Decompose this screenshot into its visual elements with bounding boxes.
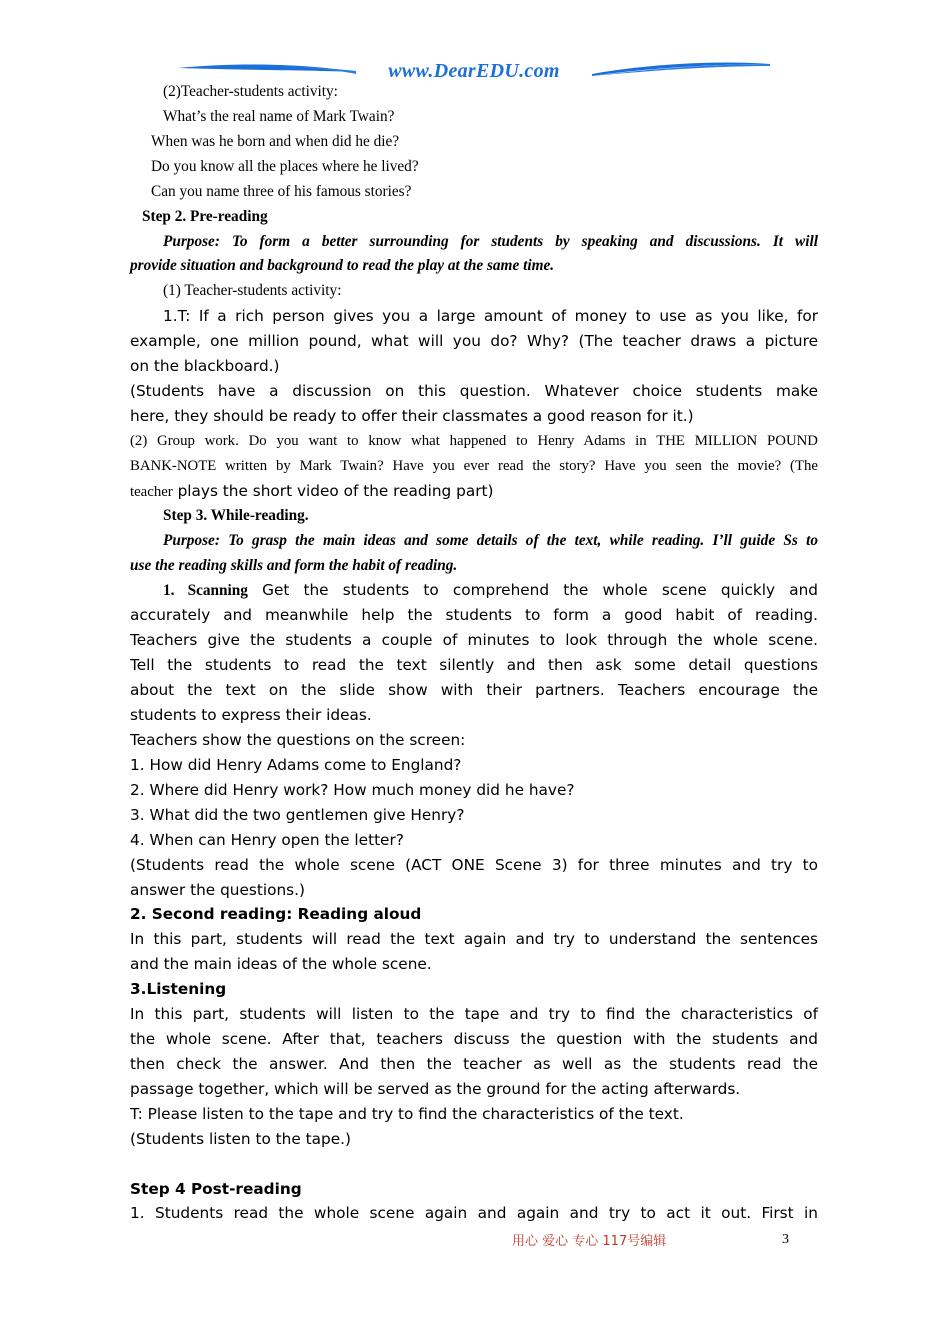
text-line: BANK-NOTE written by Mark Twain? Have you ever read the story? Have you seen the movie? (The: [130, 457, 818, 474]
text-line: students to express their ideas.: [130, 706, 372, 725]
text-line: and the main ideas of the whole scene.: [130, 955, 432, 974]
section-heading: 3.Listening: [130, 980, 227, 999]
text-line: (2) Group work. Do you want to know what happened to Henry Adams in THE MILLION POUND: [130, 432, 818, 449]
footer-text: 用心 爱心 专心 117号编辑: [512, 1234, 667, 1249]
document-body: [130, 80, 818, 1226]
text-line: accurately and meanwhile help the students to form a good habit of reading.: [130, 606, 818, 625]
step-heading: Step 3. While-reading.: [163, 506, 309, 524]
question-item: 2. Where did Henry work? How much money did he have?: [130, 780, 575, 799]
text-line: [130, 578, 818, 603]
text-line: example, one million pound, what will you do? Why? (The teacher draws a picture: [130, 332, 818, 351]
text-line: about the text on the slide show with their partners. Teachers encourage the: [130, 681, 818, 700]
text-line: then check the answer. And then the teacher as well as the students read the: [130, 1054, 818, 1073]
text-line: passage together, which will be served as the ground for the acting afterwards.: [130, 1079, 741, 1098]
text-span: plays the short video of the reading part): [172, 481, 494, 500]
blank-line: [130, 1152, 818, 1177]
text-line: (Students have a discussion on this question. Whatever choice students make: [130, 382, 818, 401]
purpose-line: Purpose: To form a better surrounding for students by speaking and discussions. It will: [163, 232, 818, 250]
text-line: Teachers show the questions on the screen:: [130, 730, 466, 749]
text-span: teacher: [130, 483, 173, 500]
purpose-line: provide situation and background to read the play at the same time.: [130, 257, 555, 275]
scanning-label: 1. Scanning: [163, 582, 248, 600]
text-line: (Students listen to the tape.): [130, 1129, 351, 1148]
page-number: 3: [782, 1232, 789, 1247]
logo-text: www.DearEDU.com: [388, 60, 560, 82]
text-line: In this part, students will read the text again and try to understand the sentences: [130, 930, 818, 949]
text-span: Get the students to comprehend the whole scene quickly and: [247, 581, 819, 600]
text-line: Can you name three of his famous stories?: [151, 182, 412, 200]
text-line: answer the questions.): [130, 880, 305, 899]
text-line: here, they should be ready to offer their classmates a good reason for it.): [130, 406, 694, 425]
text-line: the whole scene. After that, teachers discuss the question with the students and: [130, 1030, 818, 1049]
text-line: 1.T: If a rich person gives you a large amount of money to use as you like, for: [163, 307, 818, 326]
text-line: (1) Teacher-students activity:: [163, 282, 342, 300]
text-line: on the blackboard.): [130, 357, 280, 376]
text-line: [130, 479, 818, 504]
question-item: 1. How did Henry Adams come to England?: [130, 755, 462, 774]
purpose-line: use the reading skills and form the habit of reading.: [130, 556, 458, 574]
step-heading: Step 2. Pre-reading: [142, 207, 268, 225]
text-line: (Students read the whole scene (ACT ONE Scene 3) for three minutes and try to: [130, 855, 818, 874]
text-line: Do you know all the places where he lived?: [151, 157, 419, 175]
text-line: Teachers give the students a couple of minutes to look through the whole scene.: [130, 631, 818, 650]
step-heading: Step 4 Post-reading: [130, 1179, 302, 1198]
text-line: T: Please listen to the tape and try to find the characteristics of the text.: [130, 1104, 684, 1123]
text-line: In this part, students will listen to the tape and try to find the characteristics of: [130, 1005, 818, 1024]
text-line: 1. Students read the whole scene again and again and try to act it out. First in: [130, 1204, 818, 1223]
text-line: When was he born and when did he die?: [151, 132, 400, 150]
question-item: 3. What did the two gentlemen give Henry?: [130, 805, 465, 824]
question-item: 4. When can Henry open the letter?: [130, 830, 404, 849]
section-heading: 2. Second reading: Reading aloud: [130, 905, 422, 924]
text-line: What’s the real name of Mark Twain?: [163, 107, 395, 125]
purpose-line: Purpose: To grasp the main ideas and some details of the text, while reading. I’ll guide Ss to: [163, 531, 818, 549]
text-line: Tell the students to read the text silently and then ask some detail questions: [130, 656, 818, 675]
text-line: (2)Teacher-students activity:: [163, 83, 338, 100]
